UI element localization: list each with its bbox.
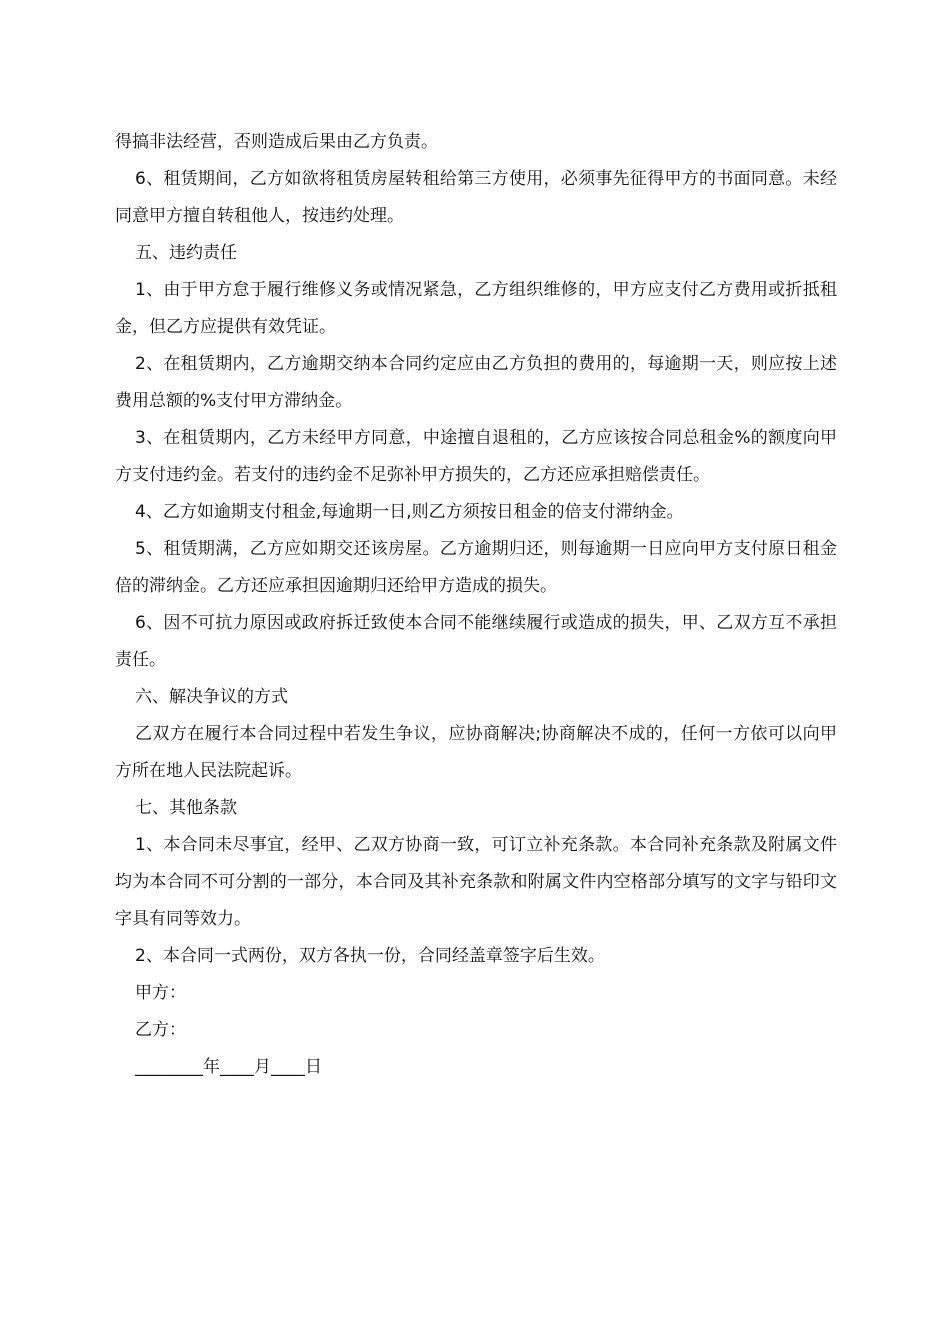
section-heading-other-terms: 七、其他条款	[135, 798, 237, 818]
clause-5-2-late-fees: 2、在租赁期内，乙方逾期交纳本合同约定应由乙方负担的费用的，每逾期一天，则应按上述费用总额的%支付甲方滞纳金。	[115, 354, 837, 411]
signature-date-line: ________年____月____日	[135, 1057, 322, 1077]
clause-dispute-resolution: 乙双方在履行本合同过程中若发生争议，应协商解决;协商解决不成的，任何一方依可以向甲方所在地人民法院起诉。	[115, 724, 837, 781]
party-b-signature-label: 乙方：	[135, 1020, 186, 1040]
clause-5-6-force-majeure: 6、因不可抗力原因或政府拆迁致使本合同不能继续履行或造成的损失，甲、乙双方互不承担责任。	[115, 613, 837, 670]
clause-5-5-return-premises: 5、租赁期满，乙方应如期交还该房屋。乙方逾期归还，则每逾期一日应向甲方支付原日租金倍的滞纳金。乙方还应承担因逾期归还给甲方造成的损失。	[115, 539, 837, 596]
section-heading-dispute-resolution: 六、解决争议的方式	[135, 687, 288, 707]
party-a-signature-label: 甲方：	[135, 983, 186, 1003]
clause-5-3-early-termination: 3、在租赁期内，乙方未经甲方同意，中途擅自退租的，乙方应该按合同总租金%的额度向甲方支付违约金。若支付的违约金不足弥补甲方损失的，乙方还应承担赔偿责任。	[115, 428, 837, 485]
clause-5-1-repairs: 1、由于甲方怠于履行维修义务或情况紧急，乙方组织维修的，甲方应支付乙方费用或折抵租金，但乙方应提供有效凭证。	[115, 280, 837, 337]
clause-7-2-copies-effect: 2、本合同一式两份，双方各执一份，合同经盖章签字后生效。	[135, 946, 605, 966]
section-heading-breach-liability: 五、违约责任	[135, 243, 237, 263]
clause-4-6-sublease: 6、租赁期间，乙方如欲将租赁房屋转租给第三方使用，必须事先征得甲方的书面同意。未经同意甲方擅自转租他人，按违约处理。	[115, 169, 837, 226]
clause-5-4-late-rent: 4、乙方如逾期支付租金,每逾期一日,则乙方须按日租金的倍支付滞纳金。	[135, 502, 684, 522]
document-body	[115, 124, 837, 1086]
clause-7-1-supplementary-terms: 1、本合同未尽事宜，经甲、乙双方协商一致，可订立补充条款。本合同补充条款及附属文件均为本合同不可分割的一部分，本合同及其补充条款和附属文件内空格部分填写的文字与铅印文字具有同等效力。	[115, 835, 837, 929]
paragraph-continuation: 得搞非法经营，否则造成后果由乙方负责。	[115, 132, 438, 152]
